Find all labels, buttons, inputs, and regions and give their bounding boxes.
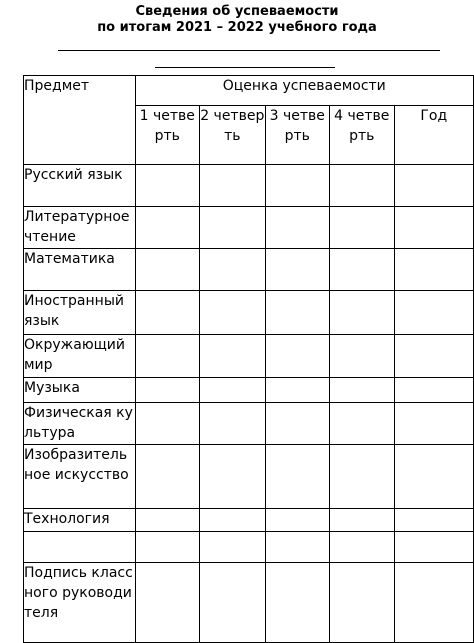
table-row (24, 445, 474, 509)
grade-cell (135, 378, 200, 403)
grade-cell (265, 445, 330, 509)
subject-cell: Технология (24, 509, 136, 532)
quarter-2-header: 2 четверть (200, 106, 266, 165)
grade-cell (265, 249, 330, 291)
grade-cell (135, 532, 200, 563)
table-row (24, 509, 474, 532)
grade-cell (135, 445, 200, 509)
grade-cell (330, 207, 395, 249)
grade-cell (135, 509, 200, 532)
grades-table (23, 75, 474, 643)
grade-cell (330, 335, 395, 378)
grade-cell (330, 165, 395, 207)
subject-cell (24, 532, 136, 563)
subject-cell: Иностранный язык (24, 291, 136, 335)
quarter-3-header: 3 четверть (265, 106, 330, 165)
table-row (24, 291, 474, 335)
grade-cell (135, 165, 200, 207)
grade-cell (265, 291, 330, 335)
grade-cell (394, 378, 473, 403)
grade-cell (330, 249, 395, 291)
grade-cell (200, 403, 266, 445)
subject-cell: Математика (24, 249, 136, 291)
signature-label: Подпись классного руководителя (24, 563, 136, 643)
grade-cell (394, 335, 473, 378)
grade-cell (200, 165, 266, 207)
subject-cell: Окружающий мир (24, 335, 136, 378)
table-row (24, 403, 474, 445)
grade-cell (394, 291, 473, 335)
grade-cell (200, 249, 266, 291)
grade-cell (330, 378, 395, 403)
grade-cell (265, 378, 330, 403)
grade-cell (265, 335, 330, 378)
grade-cell (135, 403, 200, 445)
table-row (24, 165, 474, 207)
grade-cell (330, 532, 395, 563)
grade-cell (200, 207, 266, 249)
table-row (24, 249, 474, 291)
grade-cell (135, 291, 200, 335)
table-row (24, 335, 474, 378)
document-subtitle: по итогам 2021 – 2022 учебного года (97, 20, 377, 35)
grade-cell (135, 249, 200, 291)
grade-cell (265, 509, 330, 532)
grade-cell (265, 207, 330, 249)
grade-cell (330, 403, 395, 445)
grade-cell (394, 445, 473, 509)
document-title: Сведения об успеваемости (135, 4, 339, 19)
grade-cell (135, 207, 200, 249)
grade-cell (330, 291, 395, 335)
grade-cell (394, 403, 473, 445)
subject-cell: Русский язык (24, 165, 136, 207)
subject-cell: Изобразительное искусство (24, 445, 136, 509)
grade-cell (394, 165, 473, 207)
table-row (24, 532, 474, 563)
grade-cell (394, 207, 473, 249)
table-row (24, 378, 474, 403)
subject-cell: Музыка (24, 378, 136, 403)
grade-cell (265, 532, 330, 563)
grade-cell (265, 403, 330, 445)
grade-cell (135, 335, 200, 378)
grade-cell (200, 291, 266, 335)
grade-cell (200, 532, 266, 563)
subject-cell: Литературное чтение (24, 207, 136, 249)
fill-line-2 (155, 67, 335, 68)
table-row (24, 207, 474, 249)
fill-line-1 (58, 50, 440, 51)
grade-cell (330, 445, 395, 509)
grade-cell (200, 378, 266, 403)
grade-cell (200, 509, 266, 532)
grade-cell (265, 165, 330, 207)
subject-column-header: Предмет (24, 76, 136, 165)
grades-column-header: Оценка успеваемости (135, 76, 474, 106)
grade-cell (394, 532, 473, 563)
grade-cell (330, 509, 395, 532)
grade-cell (394, 509, 473, 532)
subject-cell: Физическая культура (24, 403, 136, 445)
year-header: Год (394, 106, 473, 165)
quarter-1-header: 1 четверть (135, 106, 200, 165)
grade-cell (394, 249, 473, 291)
grade-cell (200, 335, 266, 378)
quarter-4-header: 4 четверть (330, 106, 395, 165)
grade-cell (200, 445, 266, 509)
